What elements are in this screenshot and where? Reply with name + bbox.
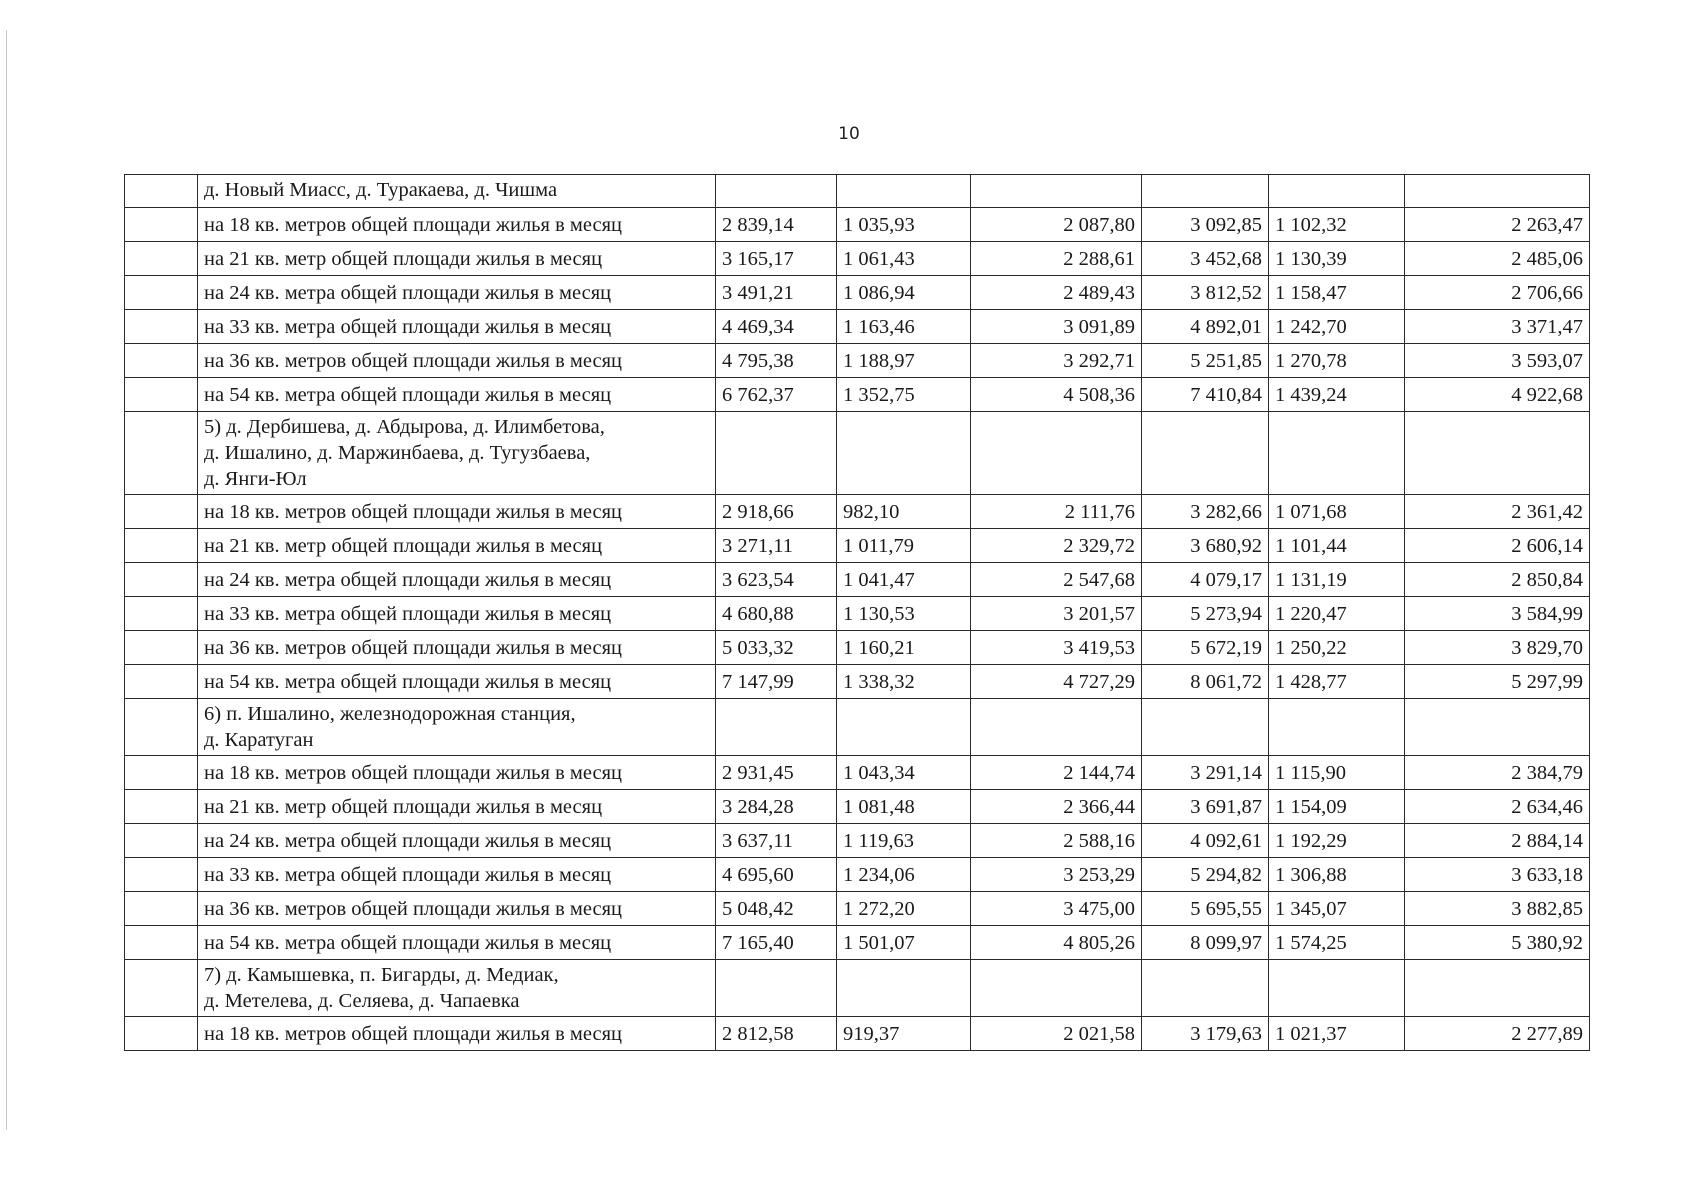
empty-value-cell: [1142, 960, 1269, 1017]
area-norm-label: на 36 кв. метров общей площади жилья в месяц: [198, 344, 716, 378]
area-norm-label: на 21 кв. метр общей площади жилья в месяц: [198, 790, 716, 824]
row-number-cell: [125, 495, 198, 529]
value-cell: 2 588,16: [971, 824, 1142, 858]
value-cell: 1 154,09: [1269, 790, 1405, 824]
empty-value-cell: [1405, 699, 1590, 756]
empty-value-cell: [1405, 175, 1590, 208]
value-cell: 3 291,14: [1142, 756, 1269, 790]
value-cell: 1 043,34: [837, 756, 971, 790]
value-cell: 4 727,29: [971, 665, 1142, 699]
value-cell: 2 277,89: [1405, 1017, 1590, 1051]
table-row: [125, 310, 1590, 344]
settlement-group-label: д. Новый Миасс, д. Туракаева, д. Чишма: [198, 175, 716, 208]
value-cell: 2 263,47: [1405, 208, 1590, 242]
empty-value-cell: [1269, 960, 1405, 1017]
value-cell: 1 306,88: [1269, 858, 1405, 892]
value-cell: 1 338,32: [837, 665, 971, 699]
empty-value-cell: [971, 412, 1142, 495]
empty-value-cell: [1142, 699, 1269, 756]
value-cell: 2 111,76: [971, 495, 1142, 529]
table-row: [125, 1017, 1590, 1051]
value-cell: 4 805,26: [971, 926, 1142, 960]
value-cell: 1 250,22: [1269, 631, 1405, 665]
value-cell: 1 115,90: [1269, 756, 1405, 790]
page-number: 10: [838, 124, 860, 144]
group-header-row: [125, 960, 1590, 1017]
value-cell: 5 048,42: [716, 892, 837, 926]
group-header-row: [125, 412, 1590, 495]
value-cell: 3 253,29: [971, 858, 1142, 892]
value-cell: 1 220,47: [1269, 597, 1405, 631]
empty-value-cell: [716, 175, 837, 208]
empty-value-cell: [1269, 699, 1405, 756]
value-cell: 1 501,07: [837, 926, 971, 960]
table-row: [125, 824, 1590, 858]
value-cell: 5 033,32: [716, 631, 837, 665]
empty-value-cell: [716, 412, 837, 495]
table-row: [125, 563, 1590, 597]
value-cell: 1 188,97: [837, 344, 971, 378]
value-cell: 1 234,06: [837, 858, 971, 892]
area-norm-label: на 24 кв. метра общей площади жилья в месяц: [198, 563, 716, 597]
area-norm-label: на 33 кв. метра общей площади жилья в месяц: [198, 597, 716, 631]
value-cell: 3 292,71: [971, 344, 1142, 378]
value-cell: 3 637,11: [716, 824, 837, 858]
value-cell: 2 329,72: [971, 529, 1142, 563]
value-cell: 3 282,66: [1142, 495, 1269, 529]
value-cell: 4 508,36: [971, 378, 1142, 412]
area-norm-label: на 54 кв. метра общей площади жилья в месяц: [198, 378, 716, 412]
value-cell: 919,37: [837, 1017, 971, 1051]
area-norm-label: на 18 кв. метров общей площади жилья в месяц: [198, 208, 716, 242]
value-cell: 2 547,68: [971, 563, 1142, 597]
empty-value-cell: [971, 960, 1142, 1017]
table-row: [125, 926, 1590, 960]
value-cell: 4 695,60: [716, 858, 837, 892]
settlement-group-label: 6) п. Ишалино, железнодорожная станция, д. Каратуган: [198, 699, 716, 756]
value-cell: 7 165,40: [716, 926, 837, 960]
value-cell: 3 829,70: [1405, 631, 1590, 665]
value-cell: 1 345,07: [1269, 892, 1405, 926]
area-norm-label: на 18 кв. метров общей площади жилья в месяц: [198, 1017, 716, 1051]
value-cell: 1 428,77: [1269, 665, 1405, 699]
value-cell: 2 634,46: [1405, 790, 1590, 824]
table-row: [125, 276, 1590, 310]
table-row: [125, 208, 1590, 242]
row-number-cell: [125, 1017, 198, 1051]
value-cell: 1 242,70: [1269, 310, 1405, 344]
table-row: [125, 597, 1590, 631]
value-cell: 1 352,75: [837, 378, 971, 412]
settlement-group-label: 5) д. Дербишева, д. Абдырова, д. Илимбетова, д. Ишалино, д. Маржинбаева, д. Тугузбаева, д. Янги-Юл: [198, 412, 716, 495]
area-norm-label: на 24 кв. метра общей площади жилья в месяц: [198, 824, 716, 858]
value-cell: 3 271,11: [716, 529, 837, 563]
value-cell: 3 491,21: [716, 276, 837, 310]
row-number-cell: [125, 824, 198, 858]
value-cell: 2 144,74: [971, 756, 1142, 790]
scan-edge-line: [6, 30, 7, 1130]
area-norm-label: на 21 кв. метр общей площади жилья в месяц: [198, 242, 716, 276]
tariff-table: [124, 174, 1590, 1051]
value-cell: 3 419,53: [971, 631, 1142, 665]
value-cell: 1 192,29: [1269, 824, 1405, 858]
value-cell: 1 158,47: [1269, 276, 1405, 310]
row-number-cell: [125, 892, 198, 926]
row-number-cell: [125, 631, 198, 665]
table-row: [125, 858, 1590, 892]
area-norm-label: на 54 кв. метра общей площади жилья в месяц: [198, 665, 716, 699]
area-norm-label: на 33 кв. метра общей площади жилья в месяц: [198, 310, 716, 344]
row-number-cell: [125, 756, 198, 790]
row-number-cell: [125, 563, 198, 597]
value-cell: 2 087,80: [971, 208, 1142, 242]
empty-value-cell: [1405, 412, 1590, 495]
value-cell: 4 892,01: [1142, 310, 1269, 344]
area-norm-label: на 36 кв. метров общей площади жилья в месяц: [198, 631, 716, 665]
empty-value-cell: [837, 175, 971, 208]
value-cell: 5 251,85: [1142, 344, 1269, 378]
group-header-row: [125, 699, 1590, 756]
area-norm-label: на 36 кв. метров общей площади жилья в месяц: [198, 892, 716, 926]
value-cell: 1 574,25: [1269, 926, 1405, 960]
empty-value-cell: [1405, 960, 1590, 1017]
value-cell: 3 680,92: [1142, 529, 1269, 563]
value-cell: 1 439,24: [1269, 378, 1405, 412]
row-number-cell: [125, 858, 198, 892]
row-number-cell: [125, 529, 198, 563]
value-cell: 7 147,99: [716, 665, 837, 699]
empty-value-cell: [1269, 175, 1405, 208]
value-cell: 5 297,99: [1405, 665, 1590, 699]
empty-value-cell: [837, 699, 971, 756]
row-number-cell: [125, 175, 198, 208]
value-cell: 1 270,78: [1269, 344, 1405, 378]
value-cell: 4 092,61: [1142, 824, 1269, 858]
value-cell: 2 850,84: [1405, 563, 1590, 597]
value-cell: 3 691,87: [1142, 790, 1269, 824]
table-row: [125, 378, 1590, 412]
value-cell: 2 918,66: [716, 495, 837, 529]
empty-value-cell: [1269, 412, 1405, 495]
empty-value-cell: [1142, 175, 1269, 208]
value-cell: 3 179,63: [1142, 1017, 1269, 1051]
value-cell: 1 272,20: [837, 892, 971, 926]
area-norm-label: на 33 кв. метра общей площади жилья в месяц: [198, 858, 716, 892]
value-cell: 5 672,19: [1142, 631, 1269, 665]
table-row: [125, 529, 1590, 563]
value-cell: 1 119,63: [837, 824, 971, 858]
value-cell: 1 021,37: [1269, 1017, 1405, 1051]
value-cell: 5 695,55: [1142, 892, 1269, 926]
table-row: [125, 495, 1590, 529]
value-cell: 1 130,53: [837, 597, 971, 631]
row-number-cell: [125, 665, 198, 699]
value-cell: 2 884,14: [1405, 824, 1590, 858]
row-number-cell: [125, 699, 198, 756]
area-norm-label: на 18 кв. метров общей площади жилья в месяц: [198, 495, 716, 529]
value-cell: 3 165,17: [716, 242, 837, 276]
value-cell: 3 623,54: [716, 563, 837, 597]
table-row: [125, 756, 1590, 790]
value-cell: 3 371,47: [1405, 310, 1590, 344]
row-number-cell: [125, 242, 198, 276]
row-number-cell: [125, 597, 198, 631]
value-cell: 3 092,85: [1142, 208, 1269, 242]
value-cell: 3 091,89: [971, 310, 1142, 344]
empty-value-cell: [837, 960, 971, 1017]
row-number-cell: [125, 208, 198, 242]
area-norm-label: на 18 кв. метров общей площади жилья в месяц: [198, 756, 716, 790]
value-cell: 3 633,18: [1405, 858, 1590, 892]
value-cell: 3 812,52: [1142, 276, 1269, 310]
empty-value-cell: [971, 175, 1142, 208]
value-cell: 2 384,79: [1405, 756, 1590, 790]
value-cell: 3 593,07: [1405, 344, 1590, 378]
value-cell: 2 812,58: [716, 1017, 837, 1051]
value-cell: 2 931,45: [716, 756, 837, 790]
table-row: [125, 790, 1590, 824]
value-cell: 1 061,43: [837, 242, 971, 276]
value-cell: 2 489,43: [971, 276, 1142, 310]
empty-value-cell: [1142, 412, 1269, 495]
table-row: [125, 344, 1590, 378]
tariff-table-body: [125, 175, 1590, 1051]
value-cell: 1 041,47: [837, 563, 971, 597]
value-cell: 3 882,85: [1405, 892, 1590, 926]
value-cell: 5 273,94: [1142, 597, 1269, 631]
value-cell: 3 584,99: [1405, 597, 1590, 631]
value-cell: 7 410,84: [1142, 378, 1269, 412]
value-cell: 1 160,21: [837, 631, 971, 665]
value-cell: 1 086,94: [837, 276, 971, 310]
value-cell: 6 762,37: [716, 378, 837, 412]
value-cell: 1 101,44: [1269, 529, 1405, 563]
value-cell: 4 922,68: [1405, 378, 1590, 412]
value-cell: 2 361,42: [1405, 495, 1590, 529]
area-norm-label: на 54 кв. метра общей площади жилья в месяц: [198, 926, 716, 960]
value-cell: 2 366,44: [971, 790, 1142, 824]
value-cell: 1 102,32: [1269, 208, 1405, 242]
value-cell: 2 485,06: [1405, 242, 1590, 276]
group-header-row: [125, 175, 1590, 208]
value-cell: 3 452,68: [1142, 242, 1269, 276]
value-cell: 2 706,66: [1405, 276, 1590, 310]
table-row: [125, 665, 1590, 699]
value-cell: 2 606,14: [1405, 529, 1590, 563]
value-cell: 1 011,79: [837, 529, 971, 563]
value-cell: 2 288,61: [971, 242, 1142, 276]
value-cell: 3 475,00: [971, 892, 1142, 926]
value-cell: 4 795,38: [716, 344, 837, 378]
row-number-cell: [125, 310, 198, 344]
row-number-cell: [125, 378, 198, 412]
value-cell: 982,10: [837, 495, 971, 529]
empty-value-cell: [837, 412, 971, 495]
value-cell: 4 680,88: [716, 597, 837, 631]
value-cell: 1 130,39: [1269, 242, 1405, 276]
row-number-cell: [125, 344, 198, 378]
value-cell: 1 071,68: [1269, 495, 1405, 529]
value-cell: 1 035,93: [837, 208, 971, 242]
value-cell: 8 099,97: [1142, 926, 1269, 960]
value-cell: 3 201,57: [971, 597, 1142, 631]
settlement-group-label: 7) д. Камышевка, п. Бигарды, д. Медиак, д. Метелева, д. Селяева, д. Чапаевка: [198, 960, 716, 1017]
area-norm-label: на 21 кв. метр общей площади жилья в месяц: [198, 529, 716, 563]
empty-value-cell: [716, 699, 837, 756]
empty-value-cell: [716, 960, 837, 1017]
value-cell: 5 380,92: [1405, 926, 1590, 960]
value-cell: 4 469,34: [716, 310, 837, 344]
value-cell: 2 839,14: [716, 208, 837, 242]
value-cell: 1 163,46: [837, 310, 971, 344]
table-row: [125, 631, 1590, 665]
row-number-cell: [125, 960, 198, 1017]
row-number-cell: [125, 412, 198, 495]
value-cell: 3 284,28: [716, 790, 837, 824]
empty-value-cell: [971, 699, 1142, 756]
area-norm-label: на 24 кв. метра общей площади жилья в месяц: [198, 276, 716, 310]
value-cell: 1 131,19: [1269, 563, 1405, 597]
row-number-cell: [125, 790, 198, 824]
table-row: [125, 892, 1590, 926]
value-cell: 5 294,82: [1142, 858, 1269, 892]
value-cell: 2 021,58: [971, 1017, 1142, 1051]
value-cell: 4 079,17: [1142, 563, 1269, 597]
table-row: [125, 242, 1590, 276]
value-cell: 1 081,48: [837, 790, 971, 824]
value-cell: 8 061,72: [1142, 665, 1269, 699]
row-number-cell: [125, 926, 198, 960]
row-number-cell: [125, 276, 198, 310]
